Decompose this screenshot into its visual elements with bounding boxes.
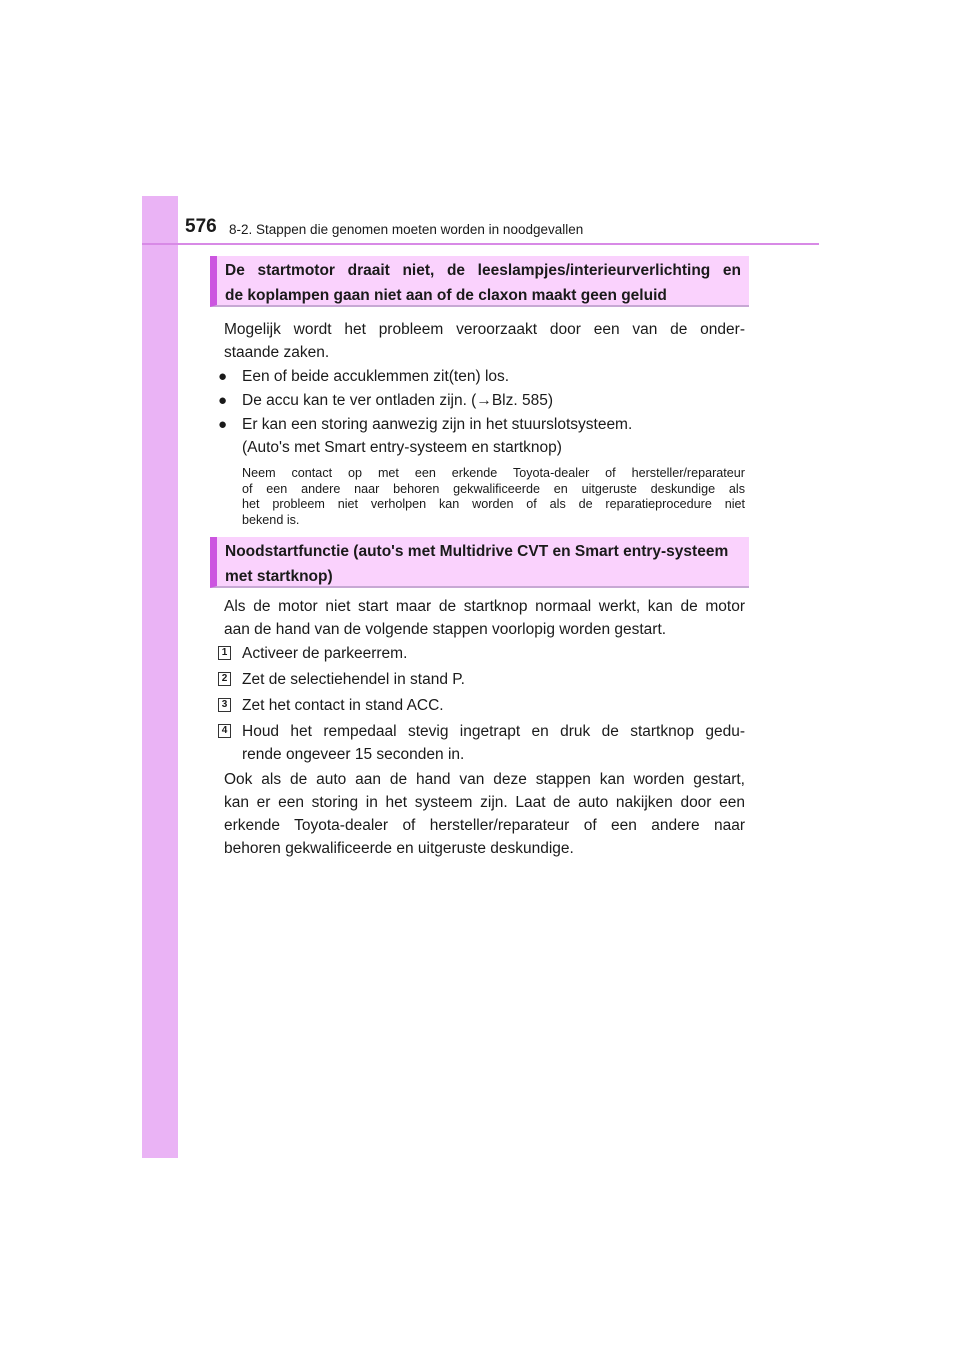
intro-paragraph-line: staande zaken. — [224, 344, 330, 361]
step-number-badge: 3 — [218, 698, 231, 712]
closing-paragraph-line: behoren gekwalificeerde en uitgeruste deskundige. — [224, 840, 574, 857]
intro-paragraph-line: Mogelijk wordt het probleem veroorzaakt door een van de onder- — [224, 321, 745, 338]
section-heading-line: met startknop) — [225, 568, 333, 585]
step-text: Zet het contact in stand ACC. — [242, 697, 444, 714]
chapter-side-strip — [142, 196, 178, 1158]
bullet-icon: ● — [218, 416, 228, 433]
intro-paragraph-line: Als de motor niet start maar de startknop normaal werkt, kan de motor — [224, 598, 745, 615]
note-paragraph — [242, 466, 745, 528]
closing-paragraph-line: kan er een storing in het systeem zijn. Laat de auto nakijken door een — [224, 794, 745, 811]
step-number-badge: 2 — [218, 672, 231, 686]
step-text: Zet de selectiehendel in stand P. — [242, 671, 465, 688]
section-heading-startmotor — [210, 256, 749, 307]
bullet-icon: ● — [218, 368, 228, 385]
step-text: Houd het rempedaal stevig ingetrapt en druk de startknop gedu- — [242, 723, 745, 740]
page-number: 576 — [185, 216, 217, 237]
step-number-badge: 4 — [218, 724, 231, 738]
list-item-text: De accu kan te ver ontladen zijn. (→Blz. 585) — [242, 392, 554, 409]
section-heading-line: De startmotor draait niet, de leeslampjes/interieurverlichting en — [225, 262, 741, 279]
note-line: het probleem niet verholpen kan worden of als de reparatieprocedure niet — [242, 497, 745, 511]
bullet-icon: ● — [218, 392, 228, 409]
step-number-badge: 1 — [218, 646, 231, 660]
step-text-continuation: rende ongeveer 15 seconden in. — [242, 746, 465, 763]
header-rule — [142, 243, 819, 245]
note-line: Neem contact op met een erkende Toyota-dealer of hersteller/reparateur — [242, 466, 745, 480]
step-text: Activeer de parkeerrem. — [242, 645, 408, 662]
list-item-subtext: (Auto's met Smart entry-systeem en startknop) — [242, 439, 562, 456]
section-heading-line: de koplampen gaan niet aan of de claxon maakt geen geluid — [225, 287, 667, 304]
list-item-text: Een of beide accuklemmen zit(ten) los. — [242, 368, 510, 385]
note-line: bekend is. — [242, 512, 300, 527]
section-heading-noodstart — [210, 537, 749, 588]
section-heading-line: Noodstartfunctie (auto's met Multidrive CVT en Smart entry-systeem — [225, 543, 729, 560]
closing-paragraph-line: Ook als de auto aan de hand van deze stappen kan worden gestart, — [224, 771, 745, 788]
closing-paragraph-line: erkende Toyota-dealer of hersteller/reparateur of een andere naar — [224, 817, 745, 834]
note-line: of een andere naar behoren gekwalificeerde en uitgeruste deskundige als — [242, 481, 745, 496]
running-header: 8-2. Stappen die genomen moeten worden in noodgevallen — [229, 222, 584, 237]
list-item-text: Er kan een storing aanwezig zijn in het stuurslotsysteem. — [242, 416, 633, 433]
intro-paragraph-line: aan de hand van de volgende stappen voorlopig worden gestart. — [224, 621, 667, 638]
